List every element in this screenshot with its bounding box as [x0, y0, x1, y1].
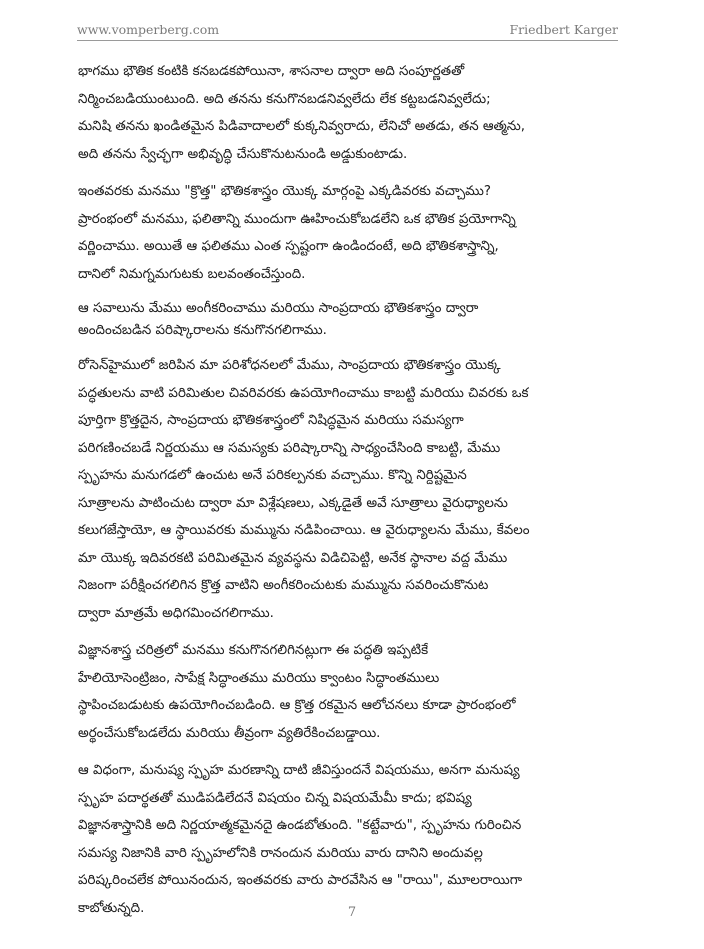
text-line: అందించబడిన పరిష్కారాలను కనుగొనగలిగాము.	[78, 323, 327, 338]
page-header	[77, 22, 618, 41]
text-line: సూత్రాలను పాటించుట ద్వారా మా విశ్లేషణలు, ఎక్కడైతే అవే సూత్రాలు వైరుధ్యాలను	[78, 495, 508, 511]
text-line: ద్వారా మాత్రమే అధిగమించగలిగాము.	[78, 605, 274, 621]
text-line: ఆ సవాలును మేము అంగీకరించాము మరియు సాంప్రదాయ భౌతికశాస్త్రం ద్వారా	[78, 301, 479, 316]
site-url: www.vomperberg.com	[77, 22, 220, 37]
author-name: Friedbert Karger	[509, 22, 618, 37]
text-line: రోసెన్‌హైములో జరిపిన మా పరిశోధనలలో మేము, సాంప్రదాయ భౌతికశాస్త్రం యొక్క	[78, 358, 501, 373]
text-line: పరిగణించబడే నిర్ణయము ఆ సమస్యకు పరిష్కారాన్ని సాధ్యంచేసింది కాబట్టి, మేము	[78, 440, 501, 456]
text-line: సమస్య నిజానికి వారి స్పృహలోనికి రానందున మరియు వారు దానిని అందువల్ల	[78, 845, 483, 861]
text-line: వర్ణించాము. అయితే ఆ ఫలితము ఎంత స్పష్టంగా ఉండిందంటే, అది భౌతికశాస్త్రాన్ని,	[78, 239, 499, 254]
page-number: 7	[347, 905, 357, 920]
text-line: నిజంగా పరీక్షించగలిగిన క్రొత్త వాటిని అంగీకరించుటకు మమ్మును సవరించుకొనుట	[78, 578, 489, 593]
paragraph-1	[78, 58, 638, 168]
page-body	[78, 58, 638, 932]
text-line: స్పృహను మనుగడలో ఉంచుట అనే పరికల్పనకు వచ్చాము. కొన్ని నిర్దిష్టమైన	[78, 468, 467, 483]
text-line: భాగము భౌతిక కంటికి కనబడకపోయినా, శాసనాల ద్వారా అది సంపూర్ణతతో	[78, 64, 465, 79]
text-line: కాబోతున్నది.	[78, 900, 145, 916]
text-line: ఇంతవరకు మనము "క్రొత్త" భౌతికశాస్త్రం యొక్క మార్గంపై ఎక్కడివరకు వచ్చాము?	[78, 184, 492, 199]
text-line: కలుగజేస్తాయో, ఆ స్థాయివరకు మమ్మును నడిపించాయి. ఆ వైరుధ్యాలను మేము, కేవలం	[78, 523, 530, 538]
paragraph-3	[78, 298, 638, 342]
text-line: నిర్మించబడియుంటుంది. అది తనను కనుగొనబడనివ్వలేదు లేక కట్టబడనివ్వలేదు;	[78, 91, 491, 107]
paragraph-6	[78, 757, 638, 922]
text-line: అర్థంచేసుకోబడలేదు మరియు తీవ్రంగా వ్యతిరేకించబడ్డాయి.	[78, 725, 381, 741]
text-line: ప్రారంభంలో మనము, ఫలితాన్ని ముందుగా ఊహించుకోబడలేని ఒక భౌతిక ప్రయోగాన్ని	[78, 211, 516, 227]
text-line: పద్ధతులను వాటి పరిమితుల చివరివరకు ఉపయోగించాము కాబట్టి మరియు చివరకు ఒక	[78, 385, 529, 401]
text-line: స్థాపించబడుటకు ఉపయోగించబడింది. ఆ క్రొత్త రకమైన ఆలోచనలు కూడా ప్రారంభంలో	[78, 698, 516, 713]
text-line: అది తనను స్వేచ్ఛగా అభివృద్ధి చేసుకొనుటనుండి అడ్డుకుంటాడు.	[78, 146, 408, 162]
text-line: ఆ విధంగా, మనుష్య స్పృహ మరణాన్ని దాటి జీవిస్తుందనే విషయము, అనగా మనుష్య	[78, 763, 520, 778]
text-line: విజ్ఞానశాస్త్ర చరిత్రలో మనము కనుగొనగలిగినట్లుగా ఈ పద్ధతి ఇప్పటికే	[78, 643, 429, 658]
text-line: పూర్తిగా క్రొత్తదైన, సాంప్రదాయ భౌతికశాస్త్రంలో నిషిద్ధమైన మరియు సమస్యగా	[78, 413, 464, 428]
text-line: దానిలో నిమగ్నమగుటకు బలవంతంచేస్తుంది.	[78, 266, 306, 282]
text-line: హేలియోసెంట్రిజం, సాపేక్ష సిద్ధాంతము మరియు క్వాంటం సిద్ధాంతములు	[78, 670, 440, 686]
text-line: పరిష్కరించలేక పోయినందున, ఇంతవరకు వారు పారవేసిన ఆ "రాయి", మూలరాయిగా	[78, 873, 523, 888]
text-line: మనిషి తనను ఖండితమైన పిడివాదాలలో కుక్కనివ్వరాదు, లేనిచో అతడు, తన ఆత్మను,	[78, 119, 526, 134]
text-line: విజ్ఞానశాస్త్రానికి అది నిర్ణయాత్మకమైనదై ఉండబోతుంది. "కట్టేవారు", స్పృహను గురించిన	[78, 818, 522, 833]
paragraph-5	[78, 637, 638, 747]
text-line: స్పృహ పదార్థతతో ముడిపడిలేదనే విషయం చిన్న విషయమేమీ కాదు; భవిష్య	[78, 790, 472, 806]
paragraph-2	[78, 178, 638, 288]
text-line: మా యొక్క ఇదివరకటి పరిమితమైన వ్యవస్థను విడిచిపెట్టి, అనేక స్థానాల వద్ద మేము	[78, 550, 508, 566]
paragraph-4	[78, 352, 638, 627]
